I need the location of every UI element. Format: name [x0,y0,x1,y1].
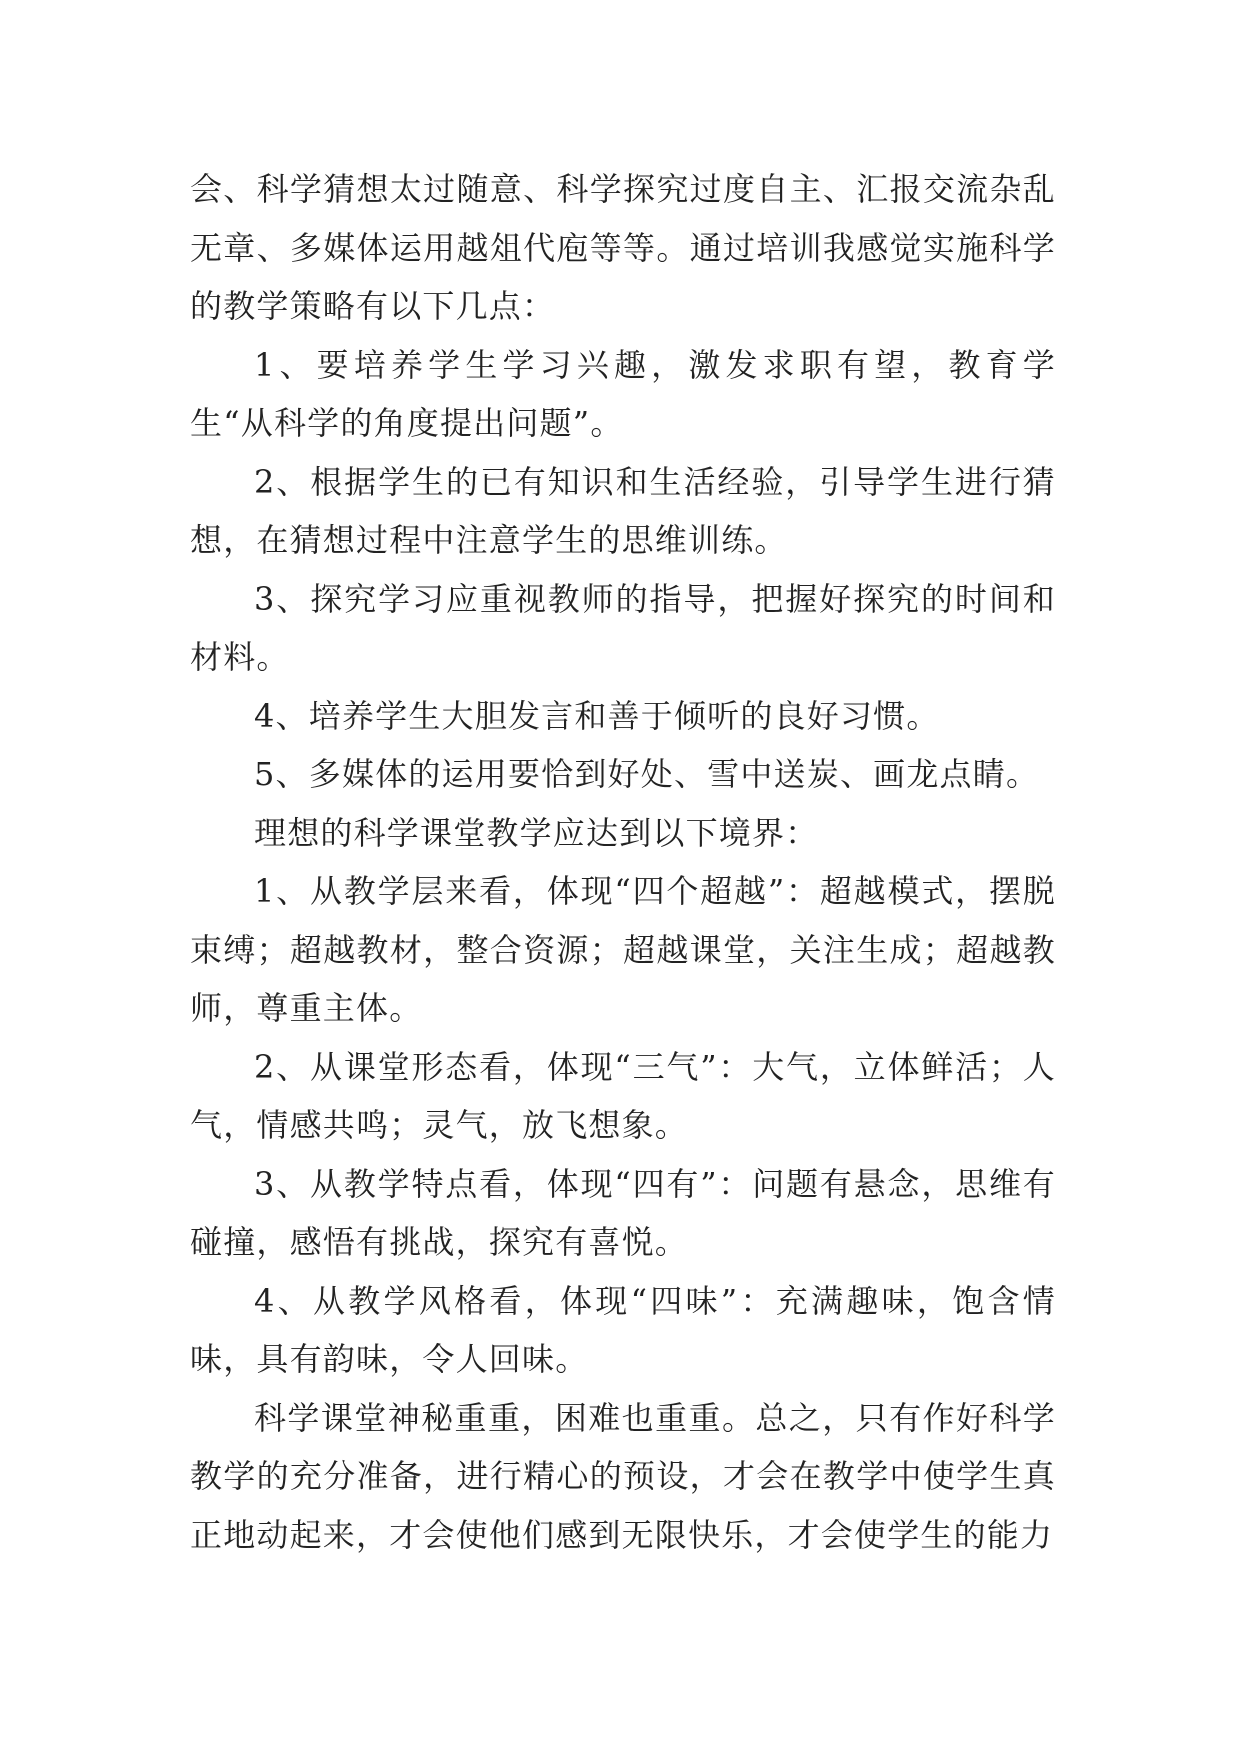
paragraph-2: 1、要培养学生学习兴趣，激发求职有望，教育学生“从科学的角度提出问题”。 [190,345,1056,442]
paragraph-4: 3、探究学习应重视教师的指导，把握好探究的时间和材料。 [190,579,1056,676]
paragraph-11: 4、从教学风格看，体现“四味”：充满趣味，饱含情味，具有韵味，令人回味。 [190,1281,1056,1378]
paragraph-12: 科学课堂神秘重重，困难也重重。总之，只有作好科学教学的充分准备，进行精心的预设，才会在教学中使学生真正地动起来，才会使他们感到无限快乐，才会使学生的能力 [190,1398,1056,1554]
paragraph-9: 2、从课堂形态看，体现“三气”：大气，立体鲜活；人气，情感共鸣；灵气，放飞想象。 [190,1047,1056,1144]
document-body [190,160,1056,1564]
paragraph-7: 理想的科学课堂教学应达到以下境界： [254,813,819,852]
paragraph-5: 4、培养学生大胆发言和善于倾听的良好习惯。 [254,696,940,735]
paragraph-1: 会、科学猜想太过随意、科学探究过度自主、汇报交流杂乱无章、多媒体运用越俎代庖等等。通过培训我感觉实施科学的教学策略有以下几点： [190,170,1056,325]
paragraph-8: 1、从教学层来看，体现“四个超越”：超越模式，摆脱束缚；超越教材，整合资源；超越课堂，关注生成；超越教师，尊重主体。 [190,872,1056,1027]
paragraph-3: 2、根据学生的已有知识和生活经验，引导学生进行猜想，在猜想过程中注意学生的思维训练。 [190,462,1056,559]
paragraph-6: 5、多媒体的运用要恰到好处、雪中送炭、画龙点睛。 [254,755,1040,793]
paragraph-10: 3、从教学特点看，体现“四有”：问题有悬念，思维有碰撞，感悟有挑战，探究有喜悦。 [190,1164,1056,1261]
